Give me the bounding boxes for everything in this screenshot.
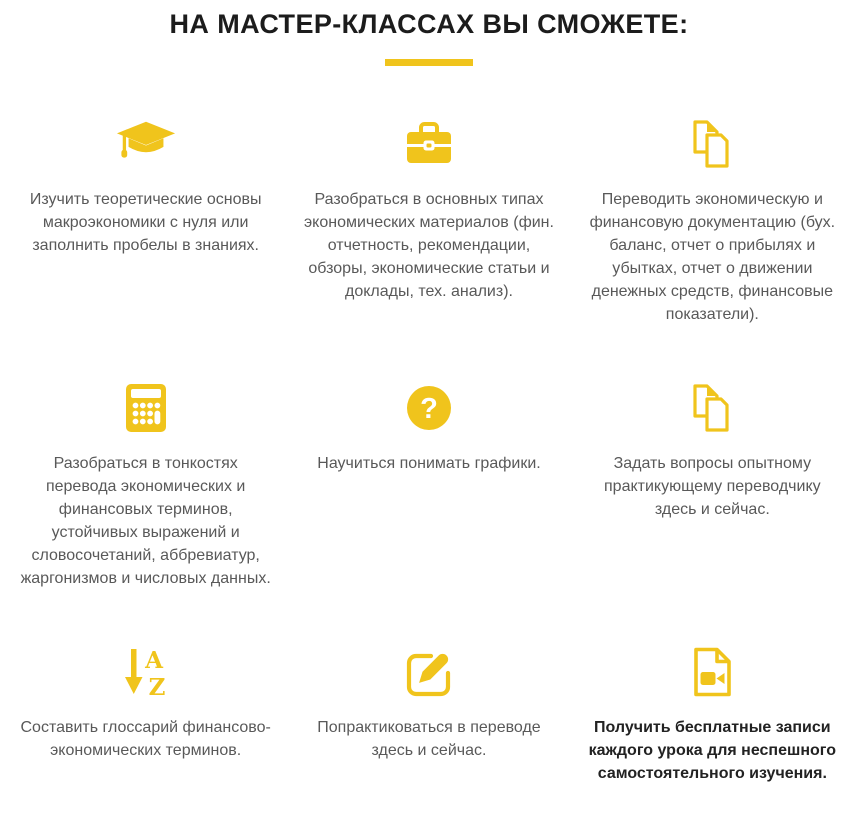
benefit-text: Изучить теоретические основы макроэкономики с нуля или заполнить пробелы в знаниях.: [29, 190, 262, 254]
benefit-item: [287, 646, 570, 785]
benefit-text: Задать вопросы опытному практикующему переводчику здесь и сейчас.: [604, 454, 821, 518]
benefit-item: [571, 382, 854, 590]
benefit-item: [571, 646, 854, 785]
documents-copy-icon: [587, 382, 838, 434]
svg-text:Z: Z: [148, 673, 166, 698]
benefit-text: Получить бесплатные записи каждого урока для неспешного самостоятельного изучения.: [588, 718, 836, 782]
title-accent-divider: [385, 59, 473, 66]
benefit-text: Научиться понимать графики.: [317, 454, 541, 472]
svg-text:A: A: [144, 646, 163, 674]
question-circle-icon: [303, 382, 554, 434]
edit-pencil-icon: [303, 646, 554, 698]
benefit-item: [287, 382, 570, 590]
graduation-cap-icon: [20, 118, 271, 170]
benefit-item: [4, 118, 287, 326]
benefit-text: Разобраться в основных типах экономических материалов (фин. отчетность, рекомендации, обзоры, экономические статьи и доклады, тех. анализ).: [304, 190, 554, 300]
documents-copy-icon: [587, 118, 838, 170]
svg-text:?: ?: [420, 392, 438, 425]
sort-alpha-icon: [20, 646, 271, 698]
calculator-icon: [20, 382, 271, 434]
benefit-text: Составить глоссарий финансово-экономических терминов.: [20, 718, 271, 759]
benefit-text: Переводить экономическую и финансовую документацию (бух. баланс, отчет о прибылях и убытках, отчет о движении денежных средств, финансовые показатели).: [589, 190, 836, 323]
page-title: НА МАСТЕР-КЛАССАХ ВЫ СМОЖЕТЕ:: [169, 9, 689, 39]
briefcase-icon: [303, 118, 554, 170]
benefit-text: Разобраться в тонкостях перевода экономических и финансовых терминов, устойчивых выражений и словосочетаний, аббревиатур, жаргонизмов и числовых данных.: [20, 454, 271, 587]
video-file-icon: [587, 646, 838, 698]
benefit-item: [4, 382, 287, 590]
benefit-item: [571, 118, 854, 326]
benefits-grid: [0, 118, 858, 785]
benefit-item: [287, 118, 570, 326]
benefit-text: Попрактиковаться в переводе здесь и сейчас.: [317, 718, 541, 759]
benefit-item: [4, 646, 287, 785]
